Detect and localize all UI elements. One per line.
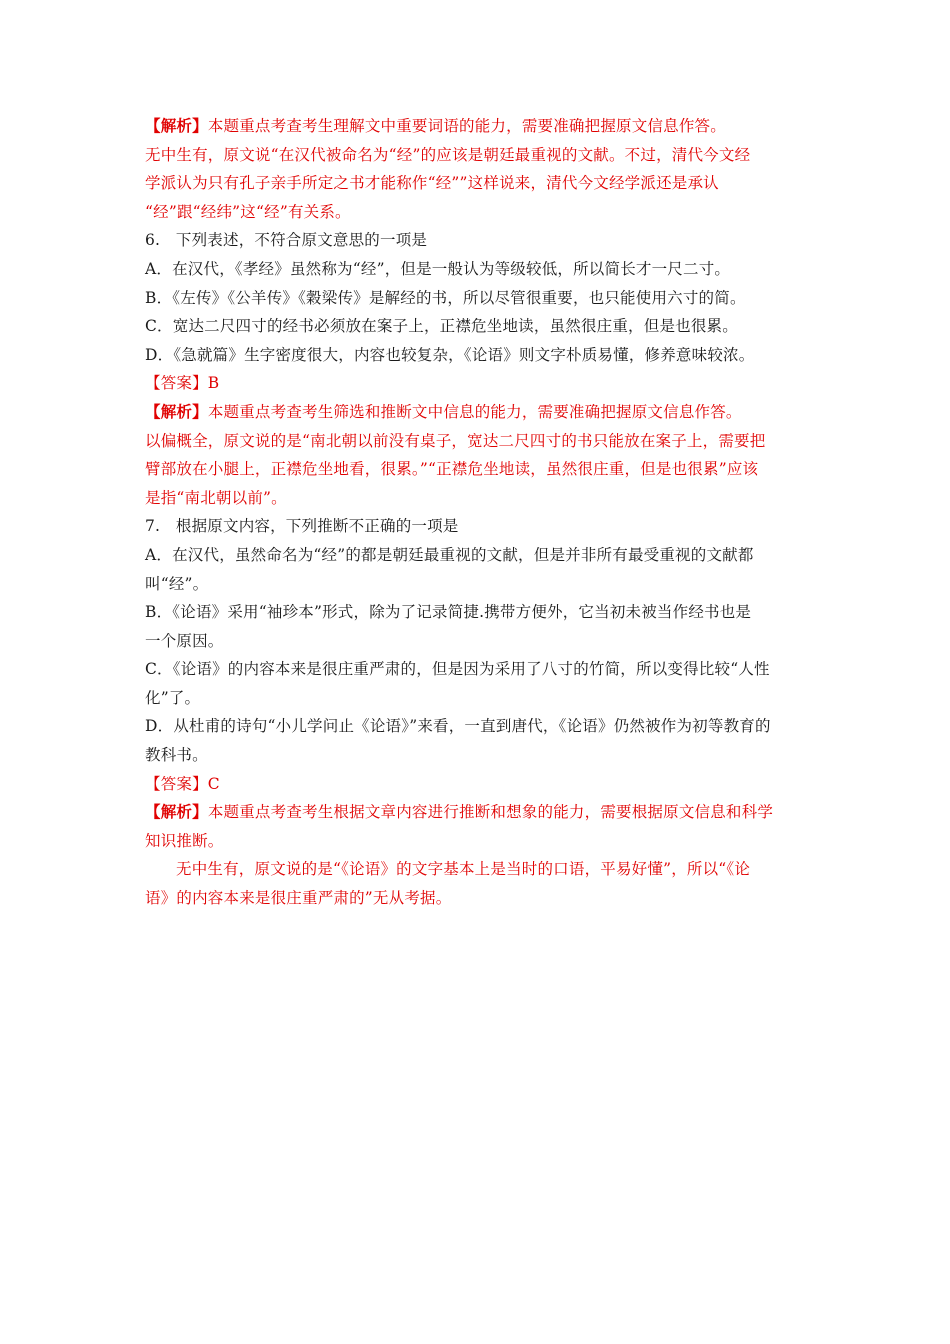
analysis-text: 本题重点考查考生根据文章内容进行推断和想象的能力，需要根据原文信息和科学	[207, 803, 774, 822]
document-page	[145, 112, 813, 913]
q7-option-a-cont: 叫“经”。	[145, 574, 209, 593]
q7-option-b-cont: 一个原因。	[145, 631, 224, 650]
q5-analysis-line	[145, 112, 813, 141]
q6-analysis-line	[145, 398, 813, 427]
q6-option-a: A．在汉代，《孝经》虽然称为“经”，但是一般认为等级较低，所以简长才一尺二寸。	[145, 259, 731, 278]
analysis-tag: 【解析】	[145, 116, 208, 135]
q7-stem: 7. 根据原文内容，下列推断不正确的一项是	[145, 517, 459, 536]
analysis-text: 本题重点考查考生理解文中重要词语的能力，需要准确把握原文信息作答。	[207, 117, 726, 135]
q5-explain-line: “经”跟“经纬”这“经”有关系。	[145, 202, 351, 221]
analysis-tag: 【解析】	[145, 401, 208, 421]
q6-stem: 6. 下列表述，不符合原文意思的一项是	[145, 231, 428, 250]
q7-option-d-cont: 教科书。	[145, 746, 208, 765]
q7-option-a: A．在汉代，虽然命名为“经”的都是朝廷最重视的文献，但是并非所有最受重视的文献都	[145, 545, 754, 564]
q5-explain-line: 无中生有，原文说“在汉代被命名为“经”的应该是朝廷最重视的文献。不过，清代今文经	[145, 145, 751, 164]
q6-option-d: D．《急就篇》生字密度很大，内容也较复杂，《论语》则文字朴质易懂，修养意味较浓。	[145, 345, 755, 364]
q6-answer: 【答案】B	[145, 374, 220, 393]
q6-option-b: B．《左传》《公羊传》《穀梁传》是解经的书，所以尽管很重要，也只能使用六寸的简。	[145, 288, 746, 307]
q7-explain-line: 语》的内容本来是很庄重严肃的”无从考据。	[145, 889, 452, 908]
q7-option-d: D．从杜甫的诗句“小儿学问止《论语》”来看，一直到唐代，《论语》仍然被作为初等教育的	[145, 717, 771, 736]
q7-analysis-line	[145, 798, 813, 827]
analysis-text: 本题重点考查考生筛选和推断文中信息的能力，需要准确把握原文信息作答。	[207, 402, 742, 421]
q6-explain-line: 臂部放在小腿上，正襟危坐地看，很累。”“正襟危坐地读，虽然很庄重，但是也很累”应该	[145, 460, 759, 479]
q7-option-b: B．《论语》采用“袖珍本”形式，除为了记录简捷.携带方便外，它当初未被当作经书也是	[145, 603, 752, 622]
q6-explain-line: 以偏概全，原文说的是“南北朝以前没有桌子，宽达二尺四寸的书只能放在案子上，需要把	[145, 431, 766, 450]
q7-answer: 【答案】C	[145, 774, 220, 793]
q6-option-c: C．宽达二尺四寸的经书必须放在案子上，正襟危坐地读，虽然很庄重，但是也很累。	[145, 317, 738, 336]
q7-option-c-cont: 化”了。	[145, 688, 201, 707]
q7-option-c: C．《论语》的内容本来是很庄重严肃的，但是因为采用了八寸的竹简，所以变得比较“人性	[145, 660, 770, 679]
analysis-tag: 【解析】	[145, 802, 208, 822]
q5-explain-line: 学派认为只有孔子亲手所定之书才能称作“经””这样说来，清代今文经学派还是承认	[145, 174, 719, 193]
q7-explain-line: 无中生有，原文说的是“《论语》的文字基本上是当时的口语，平易好懂”，所以“《论	[176, 860, 751, 879]
q7-analysis-cont: 知识推断。	[145, 831, 224, 850]
q6-explain-line: 是指“南北朝以前”。	[145, 488, 287, 507]
